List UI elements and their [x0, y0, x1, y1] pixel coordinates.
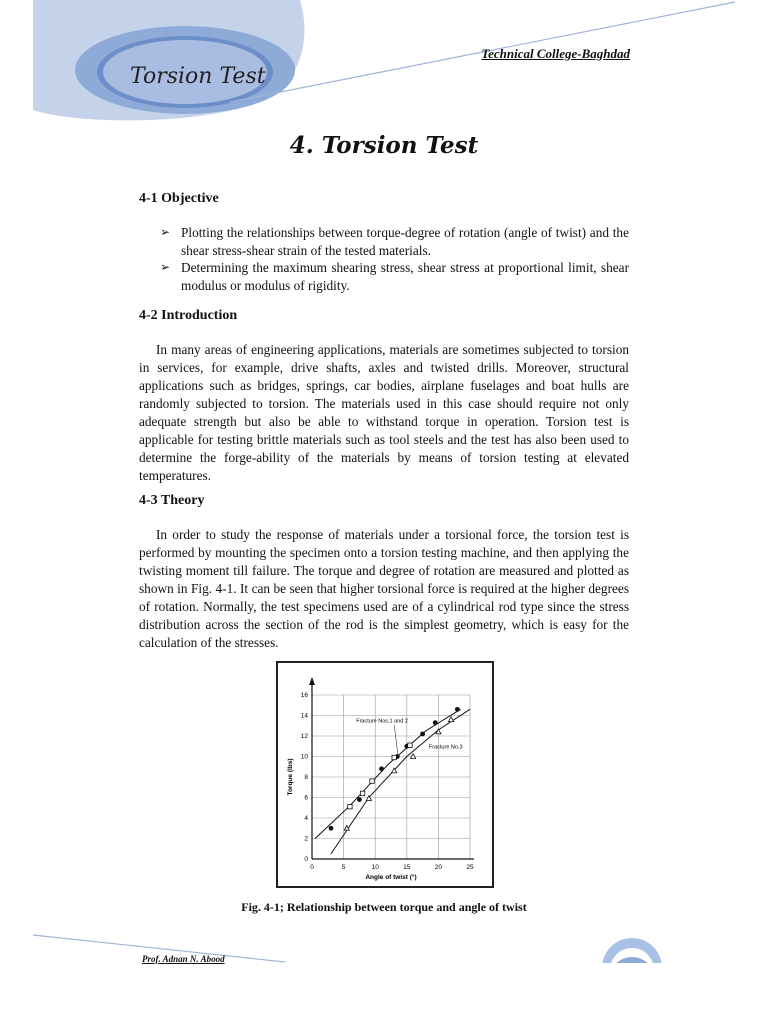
y-tick-label: 14 [300, 712, 308, 720]
footer-author: Prof. Adnan N. Abood [142, 954, 225, 964]
data-point-circle [433, 720, 438, 725]
data-point-circle [329, 826, 334, 831]
data-point-circle [455, 707, 460, 712]
annotation-pointer [394, 725, 398, 755]
y-tick-label: 4 [304, 815, 308, 822]
fit-line [331, 709, 470, 854]
x-tick-label: 0 [310, 864, 314, 871]
y-axis-label: Torque (lbs) [287, 758, 294, 796]
objective-heading: 4-1 Objective [139, 191, 219, 206]
theory-heading: 4-3 Theory [139, 493, 205, 508]
y-tick-label: 6 [304, 794, 308, 802]
introduction-text: In many areas of engineering applications, materials are sometimes subjected to torsion in services, for example, drive shafts, axles and twisted drills. Moreover, structural applications such as bridges, springs, car bodies, airplane fuselages and boat hulls are randomly subjected to torsion. The materials used in this case should require not only adequate strength but also be able to withstand torque in operation. Torsion test is applicable for testing brittle materials such as tool steels and the test has also been used to determine the forge-ability of the materials by means of torsion testing at elevated temperatures. [139, 342, 629, 483]
objective-bullet-text: Plotting the relationships between torque-degree of rotation (angle of twist) and the shear stress-shear strain of the tested materials. [181, 225, 629, 258]
data-point-square [392, 755, 396, 759]
figure-caption: Fig. 4-1; Relationship between torque and angle of twist [241, 900, 527, 914]
introduction-paragraph [139, 341, 629, 485]
figure-4-1 [276, 661, 494, 888]
data-point-square [370, 779, 374, 783]
college-name: Technical College-Baghdad [481, 46, 630, 61]
theory-paragraph [139, 526, 629, 652]
torque-chart [278, 663, 492, 886]
data-point-triangle [366, 796, 371, 801]
data-point-square [408, 743, 412, 747]
fit-line [315, 709, 460, 838]
y-tick-label: 16 [300, 692, 308, 699]
x-tick-label: 25 [466, 864, 474, 871]
y-tick-label: 8 [304, 774, 308, 781]
x-tick-label: 15 [403, 864, 411, 871]
data-point-triangle [448, 717, 453, 722]
objective-list [160, 224, 629, 294]
y-tick-label: 10 [300, 753, 308, 761]
x-tick-label: 10 [371, 864, 379, 871]
list-item [160, 259, 629, 294]
x-tick-label: 20 [434, 864, 443, 871]
y-tick-label: 0 [304, 856, 308, 863]
data-point-circle [420, 732, 425, 737]
header-title: Torsion Test [130, 64, 266, 89]
y-tick-label: 2 [304, 835, 308, 843]
x-tick-label: 5 [341, 864, 346, 871]
annotation-fracture-3: Fracture No.3 [428, 744, 463, 751]
data-point-circle [379, 766, 384, 771]
y-axis-arrow-icon [309, 677, 315, 685]
list-item [160, 224, 629, 259]
data-point-square [360, 791, 364, 795]
data-point-triangle [411, 754, 416, 759]
page-title: 4. Torsion Test [289, 132, 479, 159]
annotation-fracture-1-2: Fracture Nos.1 and 2 [356, 718, 408, 725]
theory-text: In order to study the response of materials under a torsional force, the torsion test is performed by mounting the specimen onto a torsion testing machine, and then applying the twisting moment till failure. The torque and degree of rotation are measured and plotted as shown in Fig. 4-1. It can be seen that higher torsional force is required at the higher degrees of rotation. Normally, the test specimens used are of a cylindrical rod type since the stress distribution across the section of the rod is the simplest geometry, which is easy for the calculation of the stresses. [139, 527, 629, 650]
x-axis-label: Angle of twist (°) [365, 874, 417, 881]
y-tick-label: 12 [300, 733, 308, 740]
data-point-square [348, 805, 352, 809]
introduction-heading: 4-2 Introduction [139, 308, 238, 323]
arrow-bullet-icon: ➢ [160, 225, 171, 239]
data-point-circle [357, 797, 362, 802]
objective-bullet-text: Determining the maximum shearing stress, shear stress at proportional limit, shear modulus or modulus of rigidity. [181, 260, 629, 293]
arrow-bullet-icon: ➢ [160, 260, 171, 274]
